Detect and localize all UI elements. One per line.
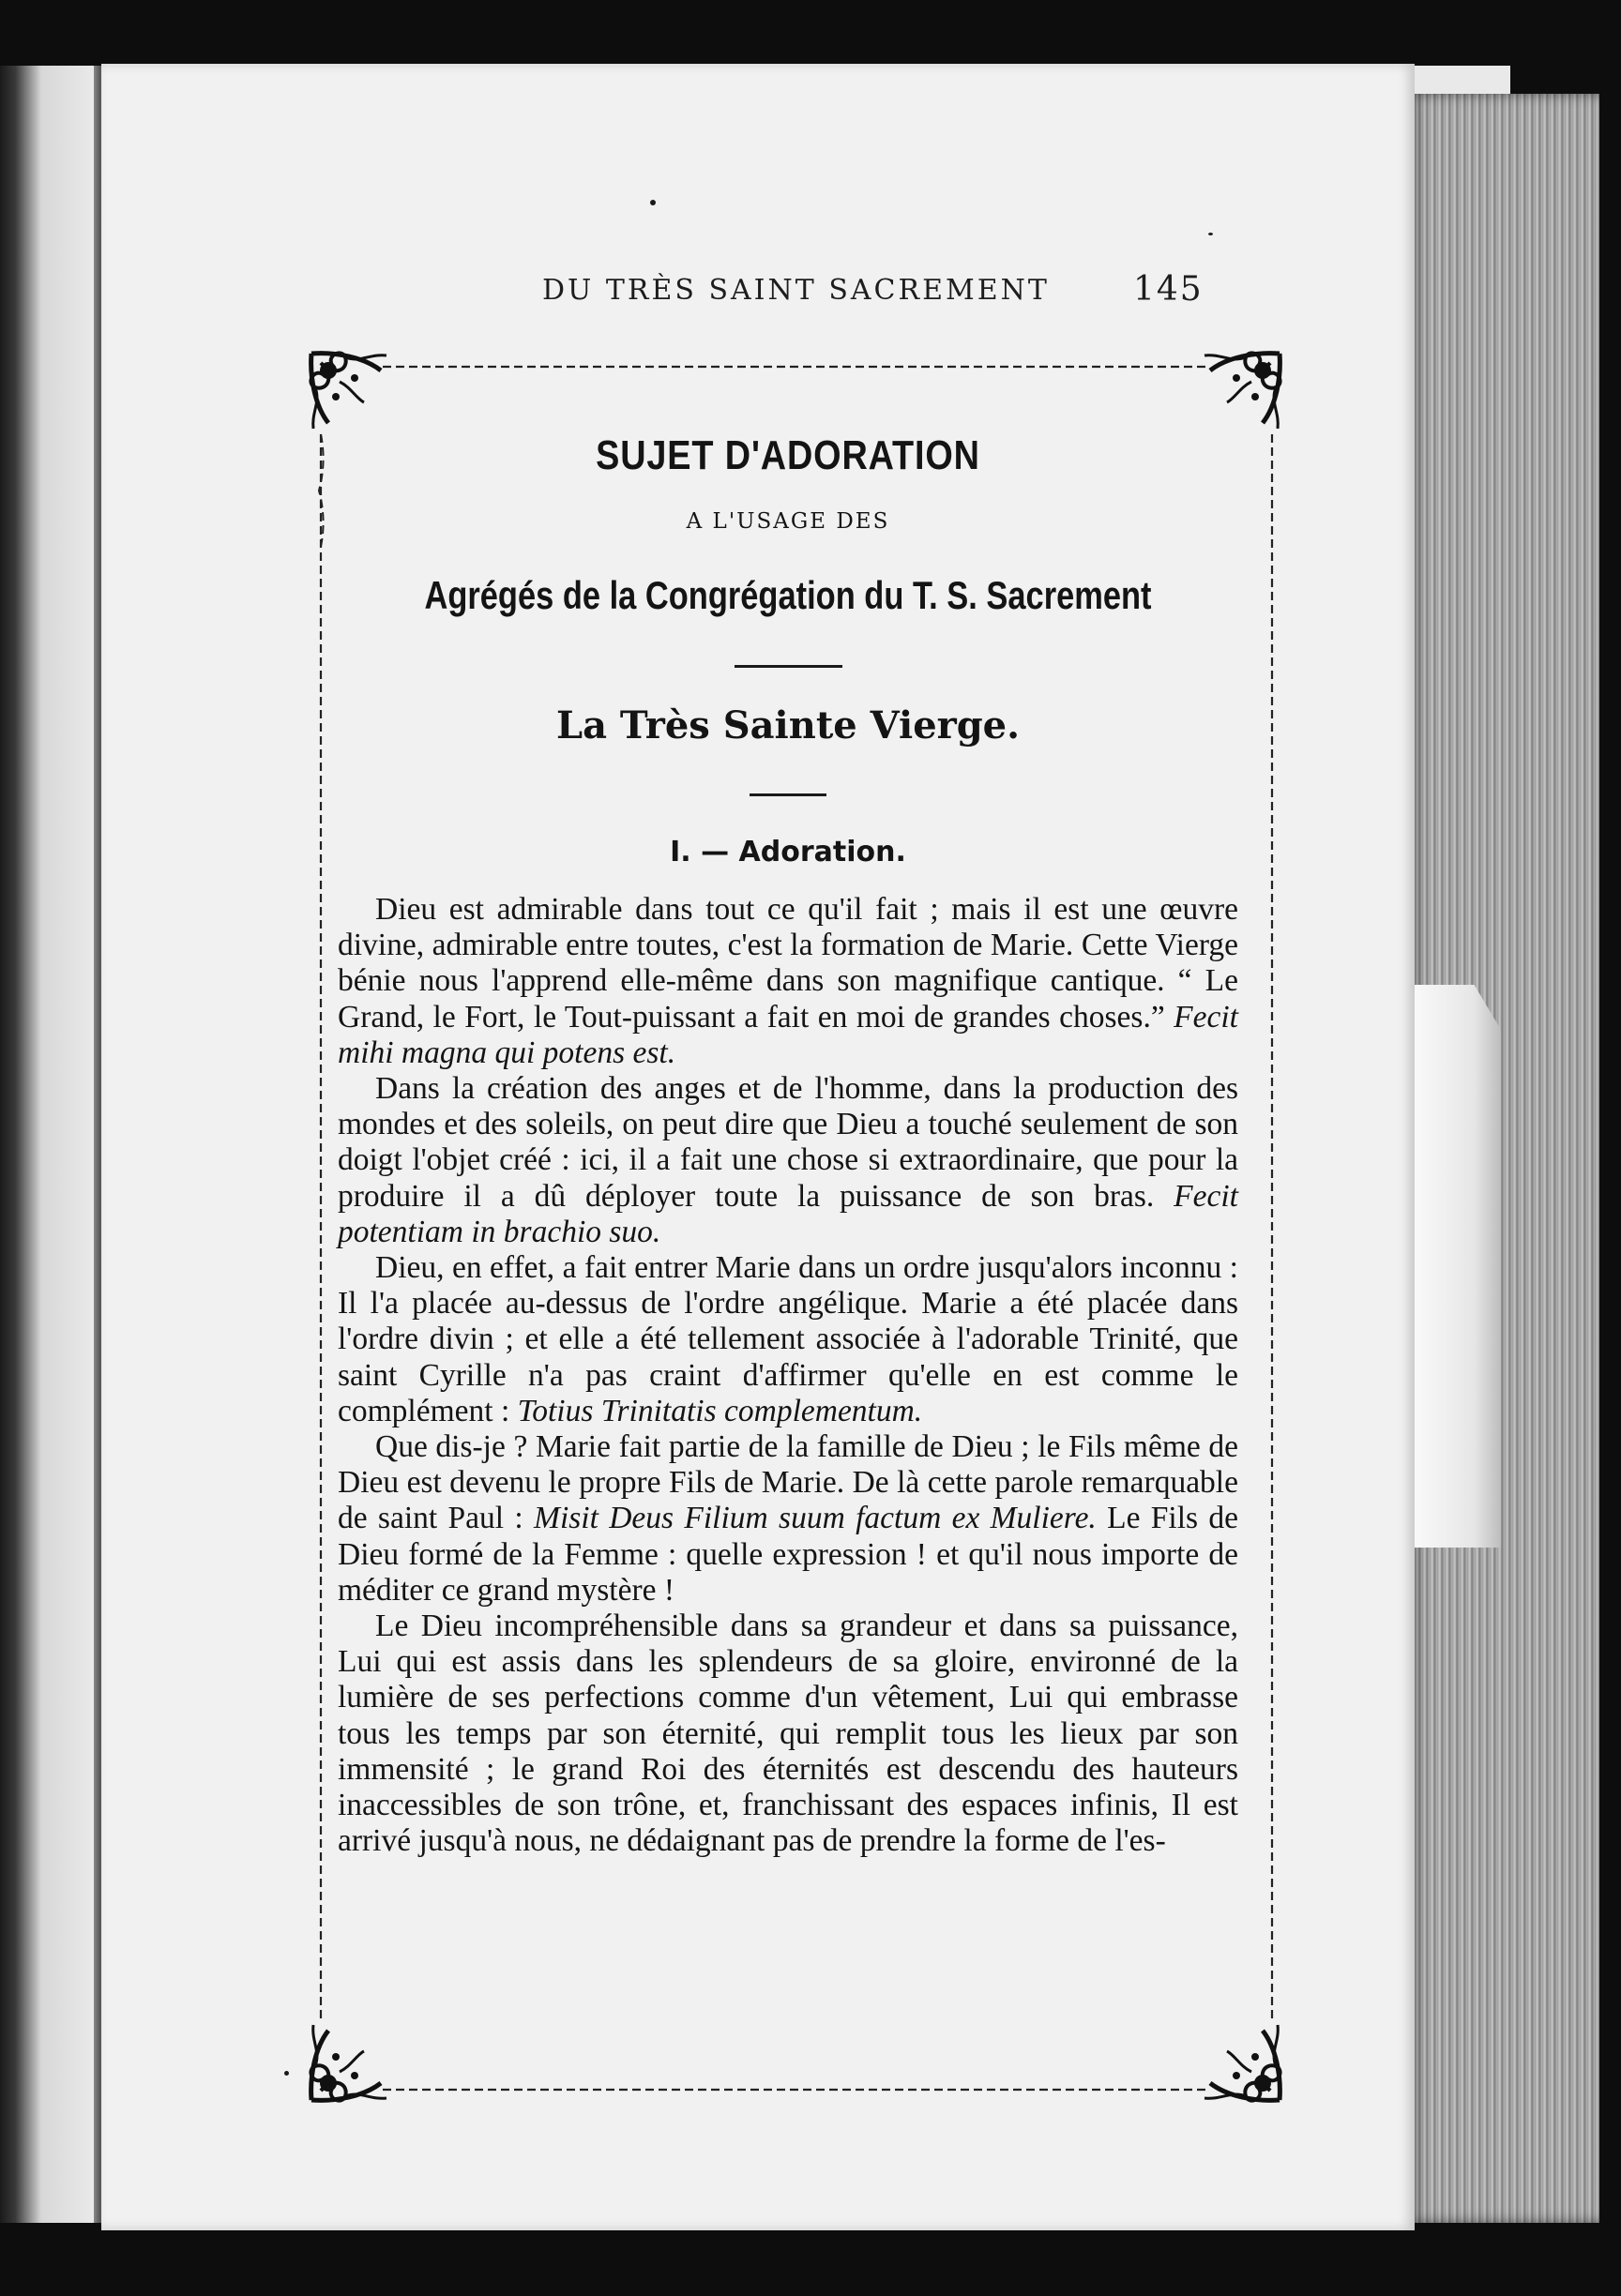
latin-quote: Fecit mihi magna qui potens est. <box>338 999 1238 1070</box>
page-content <box>338 387 1238 1859</box>
divider-rule <box>735 665 842 668</box>
latin-quote: Misit Deus Filium suum factum ex Muliere. <box>534 1501 1097 1536</box>
document-title: SUJET D'ADORATION <box>596 432 980 478</box>
folded-page-tab <box>1412 985 1501 1548</box>
page-number: 145 <box>1133 270 1204 309</box>
previous-page-edge <box>0 66 103 2223</box>
paragraph: Dieu est admirable dans tout ce qu'il fait ; mais il est une œuvre divine, admirable entre toutes, c'est la formation de Marie. Cette Vierge bénie nous l'apprend elle-même dans son magnifique cantique. “ Le Grand, le Fort, le Tout-puissant a fait en moi de grandes choses.” Fecit mihi magna qui potens est. <box>338 892 1238 1070</box>
body-text <box>338 892 1238 1859</box>
latin-quote: Totius Trinitatis complementum. <box>517 1393 923 1428</box>
paragraph: Que dis-je ? Marie fait partie de la famille de Dieu ; le Fils même de Dieu est devenu le propre Fils de Marie. De là cette parole remarquable de saint Paul : Misit Deus Filium suum factum ex Muliere. Le Fils de Dieu formé de la Femme : quelle expression ! et qu'il nous importe de méditer ce grand mystère ! <box>338 1429 1239 1608</box>
paragraph: Dieu, en effet, a fait entrer Marie dans un ordre jusqu'alors inconnu : Il l'a placée au-dessus de l'ordre angélique. Marie a été placée dans l'ordre divin ; et elle a été tellement associée à l'adorable Trinité, que saint Cyrille n'a pas craint d'affirmer qu'elle en est comme le complément : Totius Trinitatis complementum. <box>338 1250 1238 1428</box>
running-head <box>439 261 1204 317</box>
document-subtitle: A L'USAGE DES <box>686 509 890 534</box>
subject-heading: La Très Sainte Vierge. <box>555 703 1021 748</box>
congregation-heading: Agrégés de la Congrégation du T. S. Sacrement <box>424 573 1152 617</box>
divider-rule <box>750 793 826 796</box>
section-heading: I. — Adoration. <box>670 836 906 869</box>
paragraph: Le Dieu incompréhensible dans sa grandeur et dans sa puissance, Lui qui est assis dans les splendeurs de sa gloire, environné de la lumière de ses perfections comme d'un vêtement, Lui qui embrasse tous les temps par son éternité, qui remplit tous les lieux par son immensité ; le grand Roi des éternités est descendu des hauteurs inaccessibles de son trône, et, franchissant des espaces infinis, Il est arrivé jusqu'à nous, ne dédaignant pas de prendre la forme de l'es- <box>338 1609 1238 1859</box>
book-page <box>101 64 1415 2230</box>
ornamental-frame <box>308 350 1283 2104</box>
latin-quote: Fecit potentiam in brachio suo. <box>338 1178 1238 1249</box>
paragraph: Dans la création des anges et de l'homme, dans la production des mondes et des soleils, on peut dire que Dieu a touché seulement de son doigt l'objet créé : ici, il a fait une chose si extraordinaire, que pour la produire il a dû déployer toute la puissance de son bras. Fecit potentiam in brachio suo. <box>338 1071 1238 1249</box>
running-title: DU TRÈS SAINT SACREMENT <box>542 274 1050 307</box>
